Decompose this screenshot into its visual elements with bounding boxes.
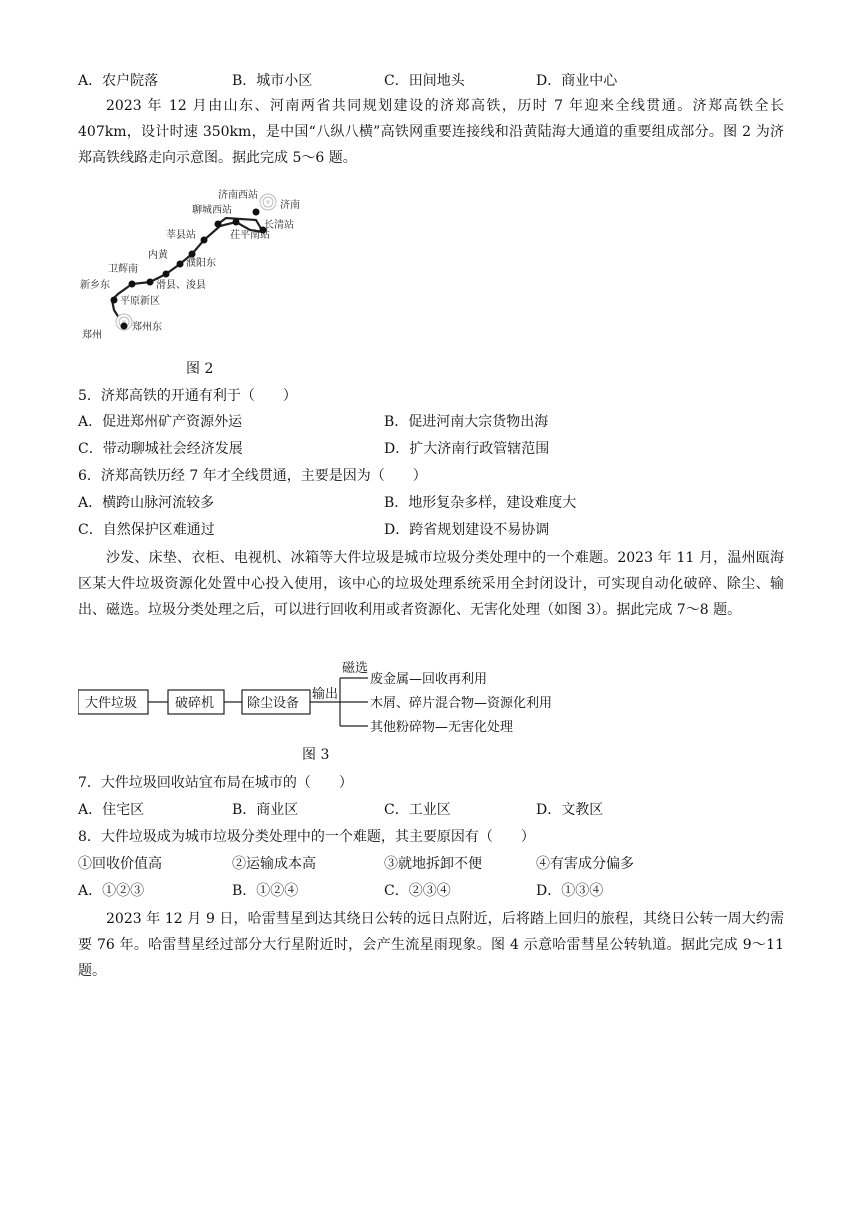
q5-option-a: A．促进郑州矿产资源外运 (78, 414, 243, 430)
jinan-city-icon (260, 194, 276, 210)
label-jinanxi: 济南西站 (218, 190, 258, 201)
label-neihuang: 内黄 (148, 250, 168, 261)
box-bulky-waste-label: 大件垃圾 (85, 696, 138, 711)
station-zhengzhoudong (121, 323, 128, 330)
q7-stem: 7．大件垃圾回收站宜布局在城市的（ ） (78, 775, 353, 791)
passage-halley-comet: 2023 年 12 月 9 日，哈雷彗星到达其绕日公转的远日点附近，后将踏上回归的旅程，其绕日公转一周大约需要 76 年。哈雷彗星经过部分大行星附近时，会产生流星雨现象。图 4 示意哈雷彗星公转轨道。据此完成 9～11 题。 (78, 911, 784, 979)
station-xinxiangdong (129, 281, 136, 288)
q6-option-c: C．自然保护区难通过 (78, 522, 215, 538)
label-zhengzhoudong: 郑州东 (132, 322, 162, 333)
q8-option-a: A．①②③ (78, 883, 145, 899)
q7-option-b: B．商业区 (232, 802, 299, 818)
station-huaxian (163, 271, 170, 278)
label-xinxiangdong: 新乡东 (80, 280, 110, 291)
station-pingyuan (111, 297, 118, 304)
label-puyangdong: 濮阳东 (186, 258, 216, 269)
q7-option-c: C．工业区 (384, 802, 451, 818)
label-huaxian: 滑县、浚县 (156, 280, 206, 291)
magnetic-separation-label: 磁选 (342, 661, 369, 676)
label-chipingnan: 茌平南站 (230, 230, 270, 241)
q8-stem: 8．大件垃圾成为城市垃圾分类处理中的一个难题，其主要原因有（ ） (78, 829, 535, 845)
q4-option-b: B．城市小区 (232, 73, 313, 89)
label-liaochengxi: 聊城西站 (192, 205, 232, 216)
label-jinan: 济南 (280, 200, 300, 211)
figure-3-waste-flow-diagram (78, 656, 578, 740)
station-shenxian (201, 237, 208, 244)
box-dust-removal-label: 除尘设备 (247, 696, 300, 711)
label-pingyuan: 平原新区 (120, 296, 160, 307)
q5-option-b: B．促进河南大宗货物出海 (384, 414, 549, 430)
q6-option-b: B．地形复杂多样，建设难度大 (384, 495, 577, 511)
box-crusher-label: 破碎机 (175, 696, 215, 711)
q8-item-3: ③就地拆卸不便 (384, 856, 482, 872)
station-neihuang (189, 251, 196, 258)
figure-2-railway-map (78, 182, 340, 352)
figure-2-caption: 图 2 (186, 361, 214, 377)
passage-jizheng-railway: 2023 年 12 月由山东、河南两省共同规划建设的济郑高铁，历时 7 年迎来全线贯通。济郑高铁全长 407km，设计时速 350km，是中国“八纵八横”高铁网重要连接线和沿黄陆海大通道的重要组成部分。图 2 为济郑高铁线路走向示意图。据此完成 5～6 题。 (78, 98, 784, 166)
q7-option-a: A．住宅区 (78, 802, 145, 818)
q5-option-c: C．带动聊城社会经济发展 (78, 441, 243, 457)
q8-item-4: ④有害成分偏多 (536, 856, 634, 872)
passage-bulky-waste: 沙发、床垫、衣柜、电视机、冰箱等大件垃圾是城市垃圾分类处理中的一个难题。2023 年 11 月，温州瓯海区某大件垃圾资源化处置中心投入使用，该中心的垃圾处理系统采用全封闭设计，可实现自动化破碎、除尘、输出、磁选。垃圾分类处理之后，可以进行回收利用或者资源化、无害化处理（如图 3）。据此完成 7～8 题。 (78, 550, 784, 618)
output-label: 输出 (312, 687, 339, 702)
branch-scrap-metal: 废金属—回收再利用 (370, 672, 488, 687)
q8-option-c: C．②③④ (384, 883, 451, 899)
q8-item-1: ①回收价值高 (78, 856, 162, 872)
station-chipingnan (233, 219, 240, 226)
q4-option-a: A．农户院落 (78, 73, 159, 89)
branch-wood-fragments: 木屑、碎片混合物—资源化利用 (370, 696, 553, 711)
figure-3-caption: 图 3 (302, 747, 330, 763)
label-changqing: 长清站 (264, 220, 294, 231)
q6-option-a: A．横跨山脉河流较多 (78, 495, 215, 511)
station-jinanxi (253, 209, 260, 216)
label-shenxian: 莘县站 (166, 230, 196, 241)
q8-option-d: D．①③④ (536, 883, 604, 899)
station-weihuinan (147, 279, 154, 286)
q4-option-c: C．田间地头 (384, 73, 465, 89)
q6-option-d: D．跨省规划建设不易协调 (384, 522, 550, 538)
q8-item-2: ②运输成本高 (232, 856, 316, 872)
q8-option-b: B．①②④ (232, 883, 299, 899)
q5-option-d: D．扩大济南行政管辖范围 (384, 441, 550, 457)
station-puyangdong (177, 261, 184, 268)
q6-stem: 6．济郑高铁历经 7 年才全线贯通，主要是因为（ ） (78, 468, 427, 484)
station-liaochengxi (215, 221, 222, 228)
branch-other-crushed: 其他粉碎物—无害化处理 (370, 720, 514, 735)
q7-option-d: D．文教区 (536, 802, 604, 818)
label-weihuinan: 卫辉南 (108, 264, 138, 275)
label-zhengzhou: 郑州 (82, 330, 102, 341)
q5-stem: 5．济郑高铁的开通有利于（ ） (78, 388, 297, 404)
q4-option-d: D．商业中心 (536, 73, 618, 89)
